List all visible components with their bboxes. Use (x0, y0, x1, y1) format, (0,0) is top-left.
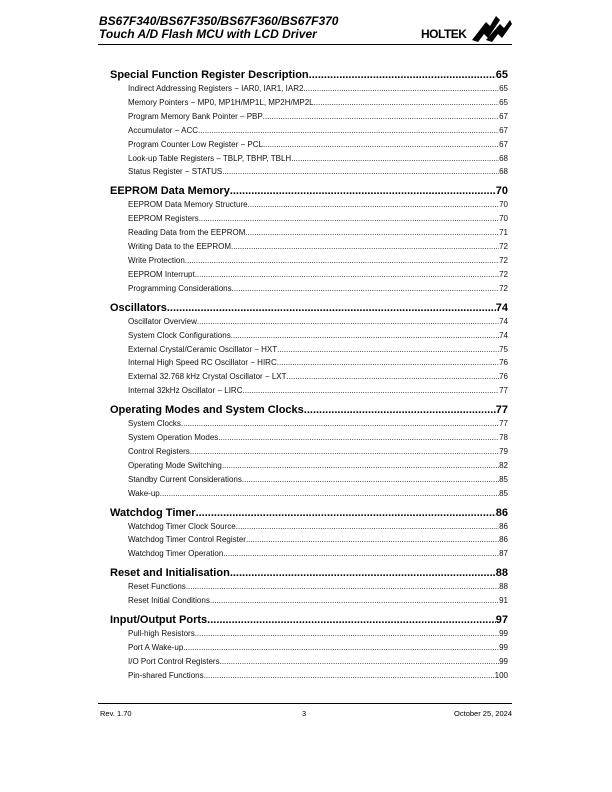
dot-leader (232, 282, 499, 296)
toc-page-number: 67 (499, 111, 508, 121)
toc-page-number: 86 (499, 521, 508, 531)
table-of-contents (110, 69, 508, 683)
toc-page-number: 76 (499, 358, 508, 368)
dot-leader (309, 69, 496, 82)
toc-page-number: 85 (499, 474, 508, 484)
toc-section-heading[interactable] (110, 185, 508, 198)
toc-entry-title: Reset and Initialisation (110, 567, 230, 580)
toc-entry[interactable] (110, 547, 508, 561)
toc-entry-title: Pull-high Resistors (128, 629, 195, 639)
toc-entry-title: EEPROM Data Memory Structure (128, 200, 248, 210)
dot-leader (303, 82, 499, 96)
toc-section-heading[interactable] (110, 567, 508, 580)
toc-section (110, 567, 508, 608)
toc-entry-title: Internal High Speed RC Oscillator − HIRC (128, 358, 277, 368)
dot-leader (263, 138, 499, 152)
toc-entry[interactable] (110, 212, 508, 226)
toc-page-number: 78 (499, 433, 508, 443)
toc-page-number: 99 (499, 629, 508, 639)
toc-entry-title: Program Memory Bank Pointer – PBP (128, 111, 263, 121)
toc-page-number: 72 (499, 255, 508, 265)
toc-page-number: 99 (499, 643, 508, 652)
toc-entry[interactable] (110, 282, 508, 296)
dot-leader (210, 594, 499, 608)
toc-entry[interactable] (110, 268, 508, 282)
toc-entry-title: Accumulator − ACC (128, 125, 199, 135)
svg-text:HOLTEK: HOLTEK (421, 27, 467, 41)
header-subtitle: Touch A/D Flash MCU with LCD Driver (99, 27, 317, 41)
toc-section (110, 614, 508, 683)
dot-leader (314, 96, 499, 110)
toc-page-number: 74 (499, 330, 508, 340)
dot-leader (245, 226, 499, 240)
document-header-title (99, 15, 338, 41)
toc-entry-title: Watchdog Timer Operation (128, 549, 224, 559)
toc-section (110, 185, 508, 295)
toc-entry[interactable] (110, 459, 508, 473)
toc-entry-title: Internal 32kHz Oscillator − LIRC (128, 386, 243, 396)
toc-page-number: 68 (499, 153, 508, 163)
toc-page-number: 99 (499, 656, 508, 666)
dot-leader (222, 459, 499, 473)
toc-page-number: 72 (499, 242, 508, 252)
toc-entry-title: Memory Pointers − MP0, MP1H/MP1L, MP2H/MP2L (128, 97, 314, 107)
toc-entry-title: Oscillators (110, 301, 167, 314)
toc-page-number: 86 (499, 535, 508, 545)
toc-entry[interactable] (110, 152, 508, 166)
toc-entry-title: System Clock Configurations (128, 330, 231, 340)
toc-entry-title: EEPROM Data Memory (110, 185, 230, 198)
toc-entry-title: I/O Port Control Registers (128, 656, 220, 666)
toc-section-heading[interactable] (110, 302, 508, 315)
dot-leader (204, 669, 495, 683)
toc-page-number: 75 (499, 344, 508, 354)
dot-leader (230, 185, 496, 198)
dot-leader (231, 240, 499, 254)
toc-entry[interactable] (110, 343, 508, 357)
dot-leader (185, 254, 499, 268)
holtek-logo (420, 14, 512, 42)
toc-page-number: 65 (495, 69, 508, 81)
toc-entry[interactable] (110, 82, 508, 96)
toc-entry[interactable] (110, 226, 508, 240)
toc-entry-title: Write Protection (128, 255, 185, 265)
dot-leader (263, 110, 499, 124)
toc-entry-title: Special Function Register Description (110, 69, 309, 81)
toc-entry-title: Operating Mode Switching (128, 460, 222, 470)
dot-leader (186, 580, 499, 594)
toc-page-number: 74 (499, 316, 508, 326)
toc-page-number: 77 (499, 386, 508, 396)
toc-entry-title: Oscillator Overview (128, 316, 197, 326)
toc-entry-title: External 32.768 kHz Crystal Oscillator − LXT (128, 372, 287, 382)
dot-leader (248, 198, 500, 212)
toc-entry[interactable] (110, 641, 508, 655)
dot-leader (207, 614, 496, 627)
toc-page-number: 72 (499, 283, 508, 293)
toc-entry[interactable] (110, 627, 508, 641)
header-rule (98, 44, 512, 45)
dot-leader (231, 329, 499, 343)
toc-entry[interactable] (110, 580, 508, 594)
toc-entry-title: Input/Output Ports (110, 614, 208, 627)
toc-page-number: 65 (499, 97, 508, 107)
dot-leader (199, 212, 499, 226)
toc-entry[interactable] (110, 594, 508, 608)
toc-entry-title: EEPROM Registers (128, 214, 199, 224)
toc-entry[interactable] (110, 473, 508, 487)
toc-entry-title: System Operation Modes (128, 433, 219, 443)
header-part-numbers: BS67F340/BS67F350/BS67F360/BS67F370 (99, 14, 339, 28)
toc-page-number: 68 (499, 167, 508, 177)
toc-section-heading[interactable] (110, 69, 508, 82)
toc-entry[interactable] (110, 96, 508, 110)
toc-entry[interactable] (110, 445, 508, 459)
toc-page-number: 70 (499, 214, 508, 224)
toc-page-number: 67 (499, 125, 508, 135)
toc-entry[interactable] (110, 356, 508, 370)
toc-page-number: 88 (495, 567, 508, 580)
toc-entry-title: System Clocks (128, 419, 181, 429)
toc-entry-title: Status Register − STATUS (128, 167, 223, 177)
toc-entry[interactable] (110, 533, 508, 547)
dot-leader (243, 384, 500, 398)
dot-leader (167, 302, 496, 315)
toc-entry[interactable] (110, 198, 508, 212)
dot-leader (190, 445, 499, 459)
toc-entry[interactable] (110, 329, 508, 343)
dot-leader (236, 520, 499, 534)
toc-section-heading[interactable] (110, 507, 508, 520)
toc-section (110, 507, 508, 562)
toc-entry-title: Watchdog Timer (110, 506, 196, 519)
toc-entry[interactable] (110, 520, 508, 534)
toc-page-number: 86 (495, 506, 508, 519)
dot-leader (242, 473, 499, 487)
dot-leader (195, 268, 499, 282)
footer-rule (98, 703, 512, 704)
toc-entry-title: Control Registers (128, 446, 190, 456)
dot-leader (196, 507, 496, 520)
toc-section (110, 302, 508, 398)
dot-leader (277, 343, 499, 357)
toc-entry[interactable] (110, 165, 508, 179)
toc-page-number: 70 (495, 185, 508, 198)
toc-entry-title: Look-up Table Registers – TBLP, TBHP, TBLH (128, 153, 292, 163)
toc-page-number: 82 (499, 460, 508, 470)
toc-entry-title: Reset Functions (128, 582, 186, 592)
toc-entry-title: Standby Current Considerations (128, 474, 242, 484)
toc-entry-title: Watchdog Timer Control Register (128, 535, 246, 545)
toc-entry[interactable] (110, 254, 508, 268)
dot-leader (304, 404, 496, 417)
footer-revision: Rev. 1.70 (100, 709, 132, 718)
dot-leader (160, 487, 499, 501)
toc-page-number: 70 (499, 200, 508, 210)
toc-entry-title: Program Counter Low Register − PCL (128, 139, 263, 149)
toc-page-number: 91 (499, 596, 508, 606)
toc-page-number: 79 (499, 446, 508, 456)
toc-entry-title: Operating Modes and System Clocks (110, 404, 304, 417)
toc-page-number: 72 (499, 269, 508, 279)
toc-entry[interactable] (110, 110, 508, 124)
toc-entry-title: Indirect Addressing Registers − IAR0, IAR1, IAR2 (128, 84, 304, 93)
toc-entry[interactable] (110, 240, 508, 254)
toc-entry-title: Reset Initial Conditions (128, 596, 210, 606)
toc-entry[interactable] (110, 138, 508, 152)
toc-entry[interactable] (110, 655, 508, 669)
dot-leader (277, 356, 499, 370)
toc-page-number: 77 (495, 404, 508, 417)
toc-page-number: 67 (499, 139, 508, 149)
dot-leader (197, 315, 499, 329)
toc-entry[interactable] (110, 384, 508, 398)
toc-page-number: 100 (494, 670, 508, 680)
toc-entry-title: Port A Wake-up (128, 643, 184, 652)
dot-leader (222, 165, 499, 179)
toc-entry[interactable] (110, 124, 508, 138)
dot-leader (220, 655, 500, 669)
dot-leader (183, 641, 499, 655)
dot-leader (218, 431, 499, 445)
toc-entry-title: Watchdog Timer Clock Source (128, 521, 236, 531)
toc-page-number: 88 (499, 582, 508, 592)
dot-leader (198, 124, 499, 138)
dot-leader (181, 417, 499, 431)
toc-section (110, 69, 508, 179)
toc-entry-title: Writing Data to the EEPROM (128, 242, 231, 252)
toc-page-number: 77 (499, 419, 508, 429)
toc-section-heading[interactable] (110, 614, 508, 627)
toc-entry[interactable] (110, 417, 508, 431)
toc-section (110, 404, 508, 500)
toc-entry-title: Reading Data from the EEPROM (128, 228, 246, 238)
toc-page-number: 76 (499, 372, 508, 382)
dot-leader (223, 547, 499, 561)
toc-entry-title: Pin-shared Functions (128, 670, 204, 680)
toc-entry[interactable] (110, 370, 508, 384)
dot-leader (230, 567, 496, 580)
dot-leader (291, 152, 499, 166)
toc-page-number: 71 (499, 228, 508, 238)
toc-entry[interactable] (110, 669, 508, 683)
toc-entry-title: Wake-up (128, 488, 160, 498)
dot-leader (246, 533, 499, 547)
toc-page-number: 97 (495, 614, 508, 627)
dot-leader (287, 370, 500, 384)
toc-section-heading[interactable] (110, 404, 508, 417)
toc-page-number: 74 (495, 301, 508, 314)
toc-page-number: 65 (499, 84, 508, 93)
toc-entry[interactable] (110, 431, 508, 445)
footer-page-number: 3 (302, 709, 307, 718)
toc-entry-title: Programming Considerations (128, 283, 232, 293)
toc-page-number: 87 (499, 549, 508, 559)
toc-page-number: 85 (499, 488, 508, 498)
toc-entry-title: External Crystal/Ceramic Oscillator − HXT (128, 344, 278, 354)
dot-leader (195, 627, 499, 641)
footer-date: October 25, 2024 (454, 709, 512, 718)
toc-entry[interactable] (110, 487, 508, 501)
toc-entry[interactable] (110, 315, 508, 329)
toc-entry-title: EEPROM Interrupt (128, 269, 195, 279)
